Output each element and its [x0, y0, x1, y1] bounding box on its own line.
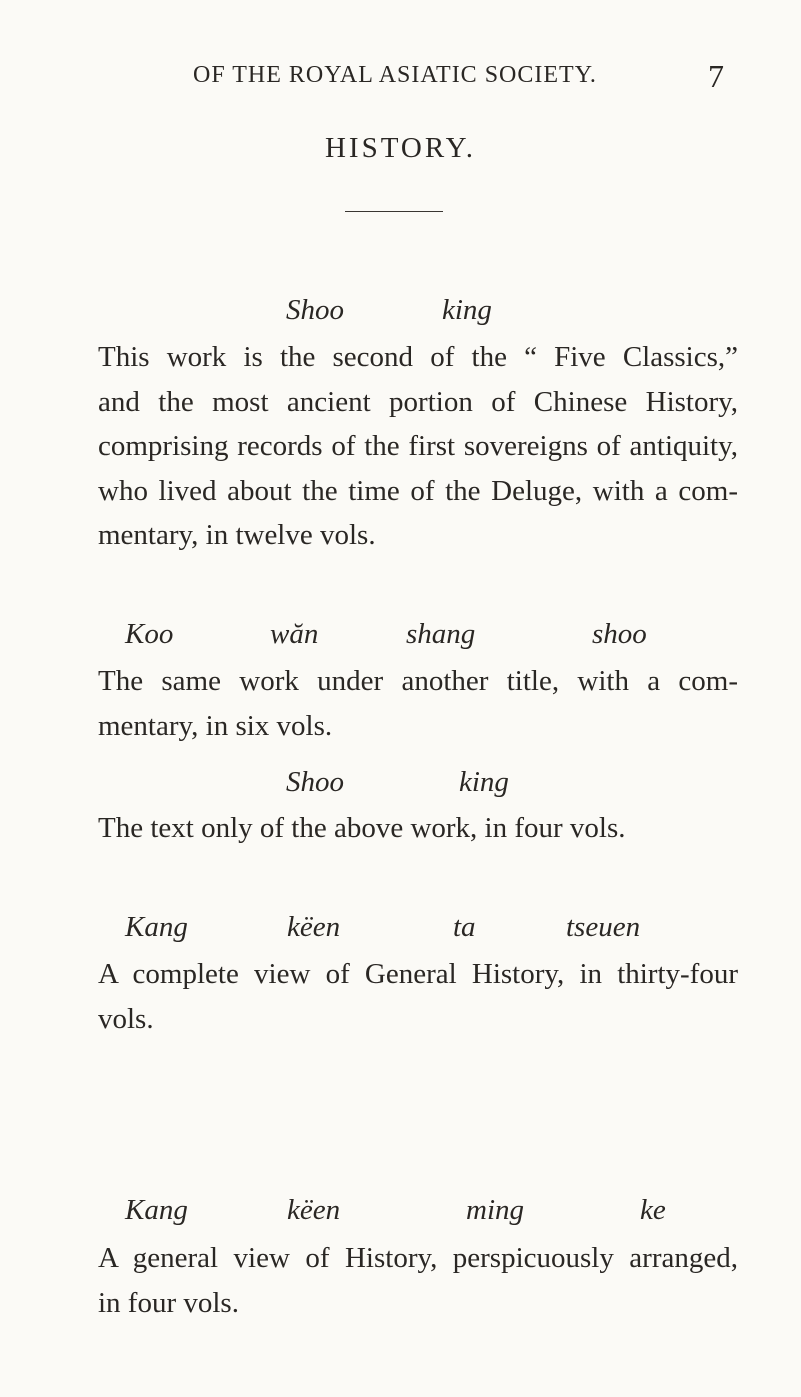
text-line: The text only of the above work, in four vols.	[98, 812, 626, 844]
entry-description	[98, 1236, 738, 1325]
section-title: HISTORY.	[324, 132, 477, 164]
text-line: mentary, in six vols.	[98, 709, 333, 742]
text-line: The same work under another title, with a com-	[98, 665, 738, 697]
entry-title	[0, 766, 801, 806]
page-number: 7	[708, 58, 724, 94]
title-word: Kang	[125, 1194, 188, 1226]
title-word: Koo	[125, 618, 174, 650]
entry-description	[98, 952, 738, 1041]
title-word: Shoo	[286, 294, 344, 326]
text-line: who lived about the time of the Deluge, with a com-	[98, 474, 738, 507]
text-line: and the most ancient portion of Chinese History,	[98, 385, 738, 418]
entry-description	[98, 659, 738, 748]
entry-title	[0, 618, 801, 658]
catalogue-entry	[0, 618, 801, 658]
title-word: ta	[453, 911, 476, 943]
catalogue-entry	[0, 294, 801, 334]
title-word: king	[442, 294, 492, 326]
text-line: comprising records of the first sovereigns of antiquity,	[98, 430, 738, 462]
title-word: këen	[287, 911, 341, 943]
title-word: shang	[406, 618, 476, 650]
catalogue-entry	[0, 911, 801, 951]
text-line: A general view of History, perspicuously arranged,	[98, 1242, 738, 1274]
section-rule	[345, 211, 443, 212]
title-word: Kang	[125, 911, 188, 943]
entry-title	[0, 1194, 801, 1234]
title-word: shoo	[592, 618, 647, 650]
title-word: wăn	[270, 618, 319, 650]
text-line: vols.	[98, 1002, 154, 1035]
text-line: This work is the second of the “ Five Classics,”	[98, 341, 738, 373]
catalogue-entry	[0, 766, 801, 806]
title-word: ke	[640, 1194, 666, 1226]
title-word: ming	[466, 1194, 524, 1226]
title-word: tseuen	[566, 911, 641, 943]
entry-title	[0, 911, 801, 951]
running-title: OF THE ROYAL ASIATIC SOCIETY.	[193, 62, 597, 88]
title-word: Shoo	[286, 766, 344, 798]
catalogue-entry	[0, 1194, 801, 1234]
entry-description	[98, 335, 738, 558]
text-line: A complete view of General History, in thirty-four	[98, 958, 738, 990]
title-word: këen	[287, 1194, 341, 1226]
title-word: king	[459, 766, 509, 798]
text-line: mentary, in twelve vols.	[98, 519, 376, 551]
running-head	[0, 58, 801, 102]
entry-description	[98, 806, 738, 851]
text-line: in four vols.	[98, 1286, 239, 1319]
entry-title	[0, 294, 801, 334]
